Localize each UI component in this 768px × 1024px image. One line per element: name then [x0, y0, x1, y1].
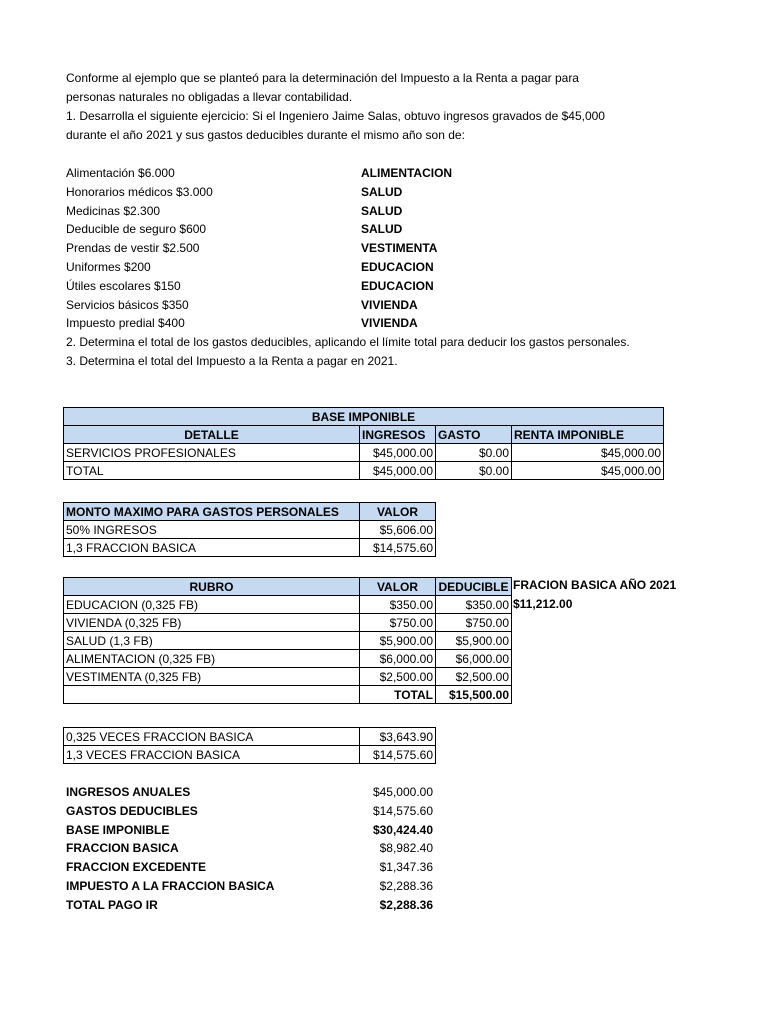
- table-cell: 1,3 VECES FRACCION BASICA: [64, 746, 360, 764]
- table-cell: $3,643.90: [360, 728, 436, 746]
- item-category: VESTIMENTA: [361, 241, 438, 256]
- column-header: INGRESOS: [360, 426, 436, 444]
- table-cell: VESTIMENTA (0,325 FB): [64, 668, 360, 686]
- table-cell: $6,000.00: [436, 650, 512, 668]
- summary-value: $2,288.36: [379, 878, 433, 893]
- fraccion-basica-title: FRACION BASICA AÑO 2021: [513, 578, 677, 592]
- item-category: ALIMENTACION: [361, 166, 453, 180]
- table-cell: $5,606.00: [360, 521, 436, 539]
- rubros-table: [63, 577, 512, 704]
- table-row: [64, 746, 436, 764]
- table-row: [64, 668, 512, 686]
- table-row: [64, 728, 436, 746]
- table-cell: [64, 686, 360, 704]
- table-row: [64, 539, 436, 557]
- item-description: Honorarios médicos $3.000: [66, 184, 213, 199]
- table-cell: $14,575.60: [360, 539, 436, 557]
- table-cell: TOTAL: [64, 462, 360, 480]
- item-category: SALUD: [361, 203, 403, 218]
- item-category: EDUCACION: [361, 259, 434, 274]
- column-header: VALOR: [360, 578, 436, 596]
- intro-text: [66, 69, 706, 145]
- summary-value: $8,982.40: [379, 841, 433, 856]
- table-row: [64, 444, 664, 462]
- summary-value: $1,347.36: [379, 860, 433, 875]
- table-cell: $45,000.00: [360, 462, 436, 480]
- total-value: $15,500.00: [436, 686, 512, 704]
- column-header: VALOR: [360, 503, 436, 521]
- table-cell: ALIMENTACION (0,325 FB): [64, 650, 360, 668]
- summary-label: BASE IMPONIBLE: [66, 822, 170, 837]
- item-category: VIVIENDA: [361, 316, 418, 331]
- item-description: Servicios básicos $350: [66, 297, 189, 312]
- table-cell: $14,575.60: [360, 746, 436, 764]
- column-header: DETALLE: [64, 426, 360, 444]
- column-header: DEDUCIBLE: [436, 578, 512, 596]
- table-cell: $350.00: [360, 596, 436, 614]
- table-cell: 1,3 FRACCION BASICA: [64, 539, 360, 557]
- summary-value: $14,575.60: [372, 803, 433, 818]
- table-title: BASE IMPONIBLE: [64, 408, 664, 426]
- table-cell: EDUCACION (0,325 FB): [64, 596, 360, 614]
- table-row: [64, 596, 512, 614]
- total-label: TOTAL: [360, 686, 436, 704]
- table-cell: SALUD (1,3 FB): [64, 632, 360, 650]
- column-header: MONTO MAXIMO PARA GASTOS PERSONALES: [64, 503, 360, 521]
- item-description: Útiles escolares $150: [66, 278, 181, 293]
- item-category: SALUD: [361, 222, 403, 237]
- table-cell: $2,500.00: [360, 668, 436, 686]
- intro-line-1: Conforme al ejemplo que se planteó para la determinación del Impuesto a la Renta a pagar para: [66, 71, 579, 85]
- item-description: Prendas de vestir $2.500: [66, 241, 200, 256]
- summary-label: IMPUESTO A LA FRACCION BASICA: [66, 878, 275, 893]
- table-cell: 0,325 VECES FRACCION BASICA: [64, 728, 360, 746]
- summary-label: FRACCION BASICA: [66, 841, 179, 856]
- table-cell: $5,900.00: [360, 632, 436, 650]
- monto-maximo-table: [63, 502, 436, 557]
- table-cell: SERVICIOS PROFESIONALES: [64, 444, 360, 462]
- table-cell: $750.00: [436, 614, 512, 632]
- table-row: [64, 521, 436, 539]
- table-row-total: [64, 686, 512, 704]
- table-cell: $45,000.00: [512, 462, 664, 480]
- intro-line-3: 1. Desarrolla el siguiente ejercicio: Si el Ingeniero Jaime Salas, obtuvo ingresos gravados de $45,000: [66, 109, 605, 123]
- summary-label: GASTOS DEDUCIBLES: [66, 803, 198, 818]
- table-cell: $45,000.00: [360, 444, 436, 462]
- column-header: RUBRO: [64, 578, 360, 596]
- item-category: EDUCACION: [361, 278, 434, 293]
- summary-label: FRACCION EXCEDENTE: [66, 860, 207, 875]
- item-description: Alimentación $6.000: [66, 166, 175, 180]
- item-description: Medicinas $2.300: [66, 203, 161, 218]
- item-description: Impuesto predial $400: [66, 316, 185, 331]
- fraccion-basica-value: $11,212.00: [513, 597, 573, 611]
- table-cell: $6,000.00: [360, 650, 436, 668]
- table-row: [64, 632, 512, 650]
- fraccion-table: [63, 727, 436, 764]
- intro-line-2: personas naturales no obligadas a llevar contabilidad.: [66, 90, 353, 104]
- base-imponible-table: [63, 407, 664, 480]
- item-category: VIVIENDA: [361, 297, 418, 312]
- column-header: RENTA IMPONIBLE: [512, 426, 664, 444]
- intro-line-4: durante el año 2021 y sus gastos deducibles durante el mismo año son de:: [66, 128, 465, 142]
- summary-value: $2,288.36: [379, 897, 433, 912]
- summary-label: INGRESOS ANUALES: [66, 785, 191, 799]
- question-2: 2. Determina el total de los gastos deducibles, aplicando el límite total para deducir los gastos personales.: [66, 335, 630, 349]
- table-cell: $0.00: [436, 444, 512, 462]
- summary-label: TOTAL PAGO IR: [66, 897, 158, 912]
- item-description: Deducible de seguro $600: [66, 222, 207, 237]
- table-row: [64, 462, 664, 480]
- table-row: [64, 614, 512, 632]
- table-cell: $0.00: [436, 462, 512, 480]
- table-cell: $350.00: [436, 596, 512, 614]
- questions: [66, 333, 630, 371]
- table-cell: $5,900.00: [436, 632, 512, 650]
- item-category: SALUD: [361, 184, 403, 199]
- table-cell: $750.00: [360, 614, 436, 632]
- table-row: [64, 650, 512, 668]
- table-cell: $45,000.00: [512, 444, 664, 462]
- item-description: Uniformes $200: [66, 259, 151, 274]
- question-3: 3. Determina el total del Impuesto a la Renta a pagar en 2021.: [66, 354, 398, 368]
- table-cell: VIVIENDA (0,325 FB): [64, 614, 360, 632]
- table-cell: $2,500.00: [436, 668, 512, 686]
- summary-value: $45,000.00: [372, 785, 433, 799]
- summary-value: $30,424.40: [372, 822, 433, 837]
- table-cell: 50% INGRESOS: [64, 521, 360, 539]
- column-header: GASTO: [436, 426, 512, 444]
